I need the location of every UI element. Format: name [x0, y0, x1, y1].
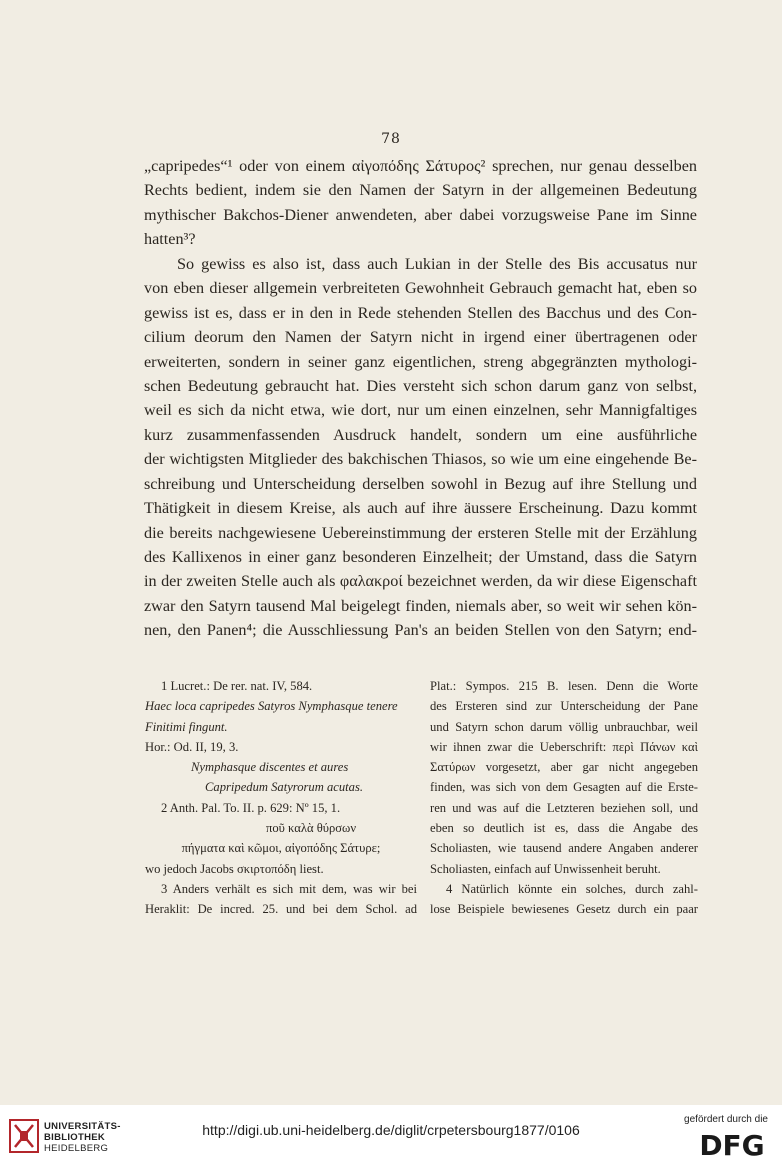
funding-caption: gefördert durch die: [684, 1114, 768, 1125]
footnote-line: Hor.: Od. II, 19, 3.: [145, 739, 239, 754]
footnote-line: Plat.: Sympos. 215 B. lesen. Denn die Worte: [430, 679, 698, 693]
body-line: die bereits nachgewiesene Uebereinstimmung der ersteren Stelle mit der Erzählung: [144, 523, 697, 542]
footnote-line: eben so deutlich ist es, dass die Angabe des: [430, 821, 698, 836]
dfg-logo-text: DFG: [699, 1130, 765, 1158]
body-line: schen Bedeutung gebraucht hat. Dies versteht sich schon darum ganz von selbst,: [144, 376, 697, 395]
footnote-line: und Satyrn schon darum völlig unbrauchbar, weil: [430, 719, 698, 734]
body-line: hatten³?: [144, 230, 196, 249]
body-line: cilium deorum den Namen der Satyrn nicht in irgend einer übertragenen oder: [144, 328, 697, 347]
body-line: Thätigkeit in diesem Kreise, als auch auf ihre äussere Erscheinung. Dazu kommt: [144, 499, 697, 518]
body-line: mythischer Bakchos-Diener anwendeten, aber dabei vorzugsweise Pane im Sinne: [144, 205, 697, 224]
footnote-line: des Ersteren sind zur Unterscheidung der Pane: [430, 699, 698, 714]
footnote-line: Heraklit: De incred. 25. und bei dem Schol. ad: [145, 902, 417, 917]
body-line: So gewiss es also ist, dass auch Lukian in der Stelle des Bis accusatus nur: [177, 254, 697, 273]
body-line: in der zweiten Stelle auch als φαλακροί bezeichnet werden, da wir diese Eigenschaft: [144, 572, 697, 591]
footnote-line: πήγματα καὶ κῶμοι, αἰγοπόδης Σάτυρε;: [181, 841, 381, 856]
body-line: Rechts bedient, indem sie den Namen der Satyrn in der allgemeinen Bedeutung: [144, 181, 697, 200]
permalink-url[interactable]: http://digi.ub.uni-heidelberg.de/diglit/crpetersbourg1877/0106: [202, 1122, 580, 1138]
library-name-line: UNIVERSITÄTS-: [44, 1121, 121, 1132]
library-name-line: HEIDELBERG: [44, 1143, 109, 1154]
footnote-line: 1 Lucret.: De rer. nat. IV, 584.: [161, 679, 313, 693]
body-line: von eben dieser allgemein verbreiteten Gewohnheit Gebrauch gemacht hat, eben so: [144, 279, 697, 298]
body-line: der wichtigsten Mitglieder des bakchischen Thiasos, so wie um eine eingehende Be-: [144, 450, 697, 469]
footnote-line: wir ihnen zwar die Ueberschrift: περὶ Πάνων καὶ: [430, 739, 698, 754]
footnote-line: 3 Anders verhält es sich mit dem, was wir bei: [161, 881, 417, 896]
body-line: kurz zusammenfassenden Ausdruck handelt, sondern um eine ausführliche: [144, 425, 697, 444]
footnote-line: finden, was sich von dem Gesagten auf die Erste-: [430, 780, 698, 795]
page-number: 78: [381, 131, 401, 147]
footnote-line: ποῦ καλὰ θύρσων: [265, 821, 357, 836]
body-line: nen, den Panen⁴; die Ausschliessung Pan's an beiden Stellen von den Satyrn; end-: [144, 621, 697, 640]
footnote-line: Finitimi fingunt.: [145, 719, 228, 734]
body-line: weil es sich da nicht etwa, wie dort, nur um einen einzelnen, sehr Mannigfaltiges: [144, 401, 697, 420]
footnote-line: lose Beispiele bewiesenes Gesetz durch ein paar: [430, 902, 698, 917]
body-line: gewiss ist es, dass er in den in Rede stehenden Stellen des Bacchus und des Con-: [144, 303, 697, 322]
footnote-line: 4 Natürlich könnte ein solches, durch zahl-: [446, 881, 698, 896]
body-line: zwar den Satyrn tausend Mal beigelegt finden, niemals aber, so weit wir sehen kön-: [144, 596, 697, 615]
footnotes-right-column: [430, 676, 698, 920]
footnotes-left-column: [145, 676, 417, 920]
viewer-footer: [0, 1105, 782, 1167]
body-line: „capripedes“¹ oder von einem αἰγοπόδης Σάτυρος² sprechen, nur genau desselben: [144, 157, 697, 175]
footnote-line: Haec loca capripedes Satyros Nymphasque tenere: [145, 699, 398, 714]
footnote-line: Nymphasque discentes et aures: [191, 760, 349, 775]
footnote-line: ren und was auf die Letzteren beziehen soll, und: [430, 800, 698, 815]
main-text-block: [144, 154, 697, 643]
dfg-logo-icon: [694, 1130, 770, 1158]
footnote-line: 2 Anth. Pal. To. II. p. 629: Nº 15, 1.: [161, 800, 341, 815]
body-line: des Kallixenos in einer ganz besonderen Einzelheit; der Umstand, dass die Satyrn: [144, 548, 697, 566]
footnote-line: wo jedoch Jacobs σκιρτοπόδη liest.: [145, 861, 324, 876]
footnote-line: Scholiasten, einfach auf Unwissenheit beruht.: [430, 861, 661, 876]
footnote-line: Scholiasten, wie tausend andere Angaben anderer: [430, 841, 698, 856]
footnote-line: Σατύρων vorgesetzt, aber gar nicht angegeben: [430, 760, 698, 775]
footnote-line: Capripedum Satyrorum acutas.: [205, 780, 363, 795]
library-name-line: BIBLIOTHEK: [44, 1132, 106, 1143]
body-line: erweiterten, sondern in seiner ganz eigentlichen, streng abgegränzten mythologi-: [144, 352, 697, 371]
body-line: schreibung und Unterscheidung derselben sowohl in Bezug auf ihre Stellung und: [144, 474, 697, 493]
